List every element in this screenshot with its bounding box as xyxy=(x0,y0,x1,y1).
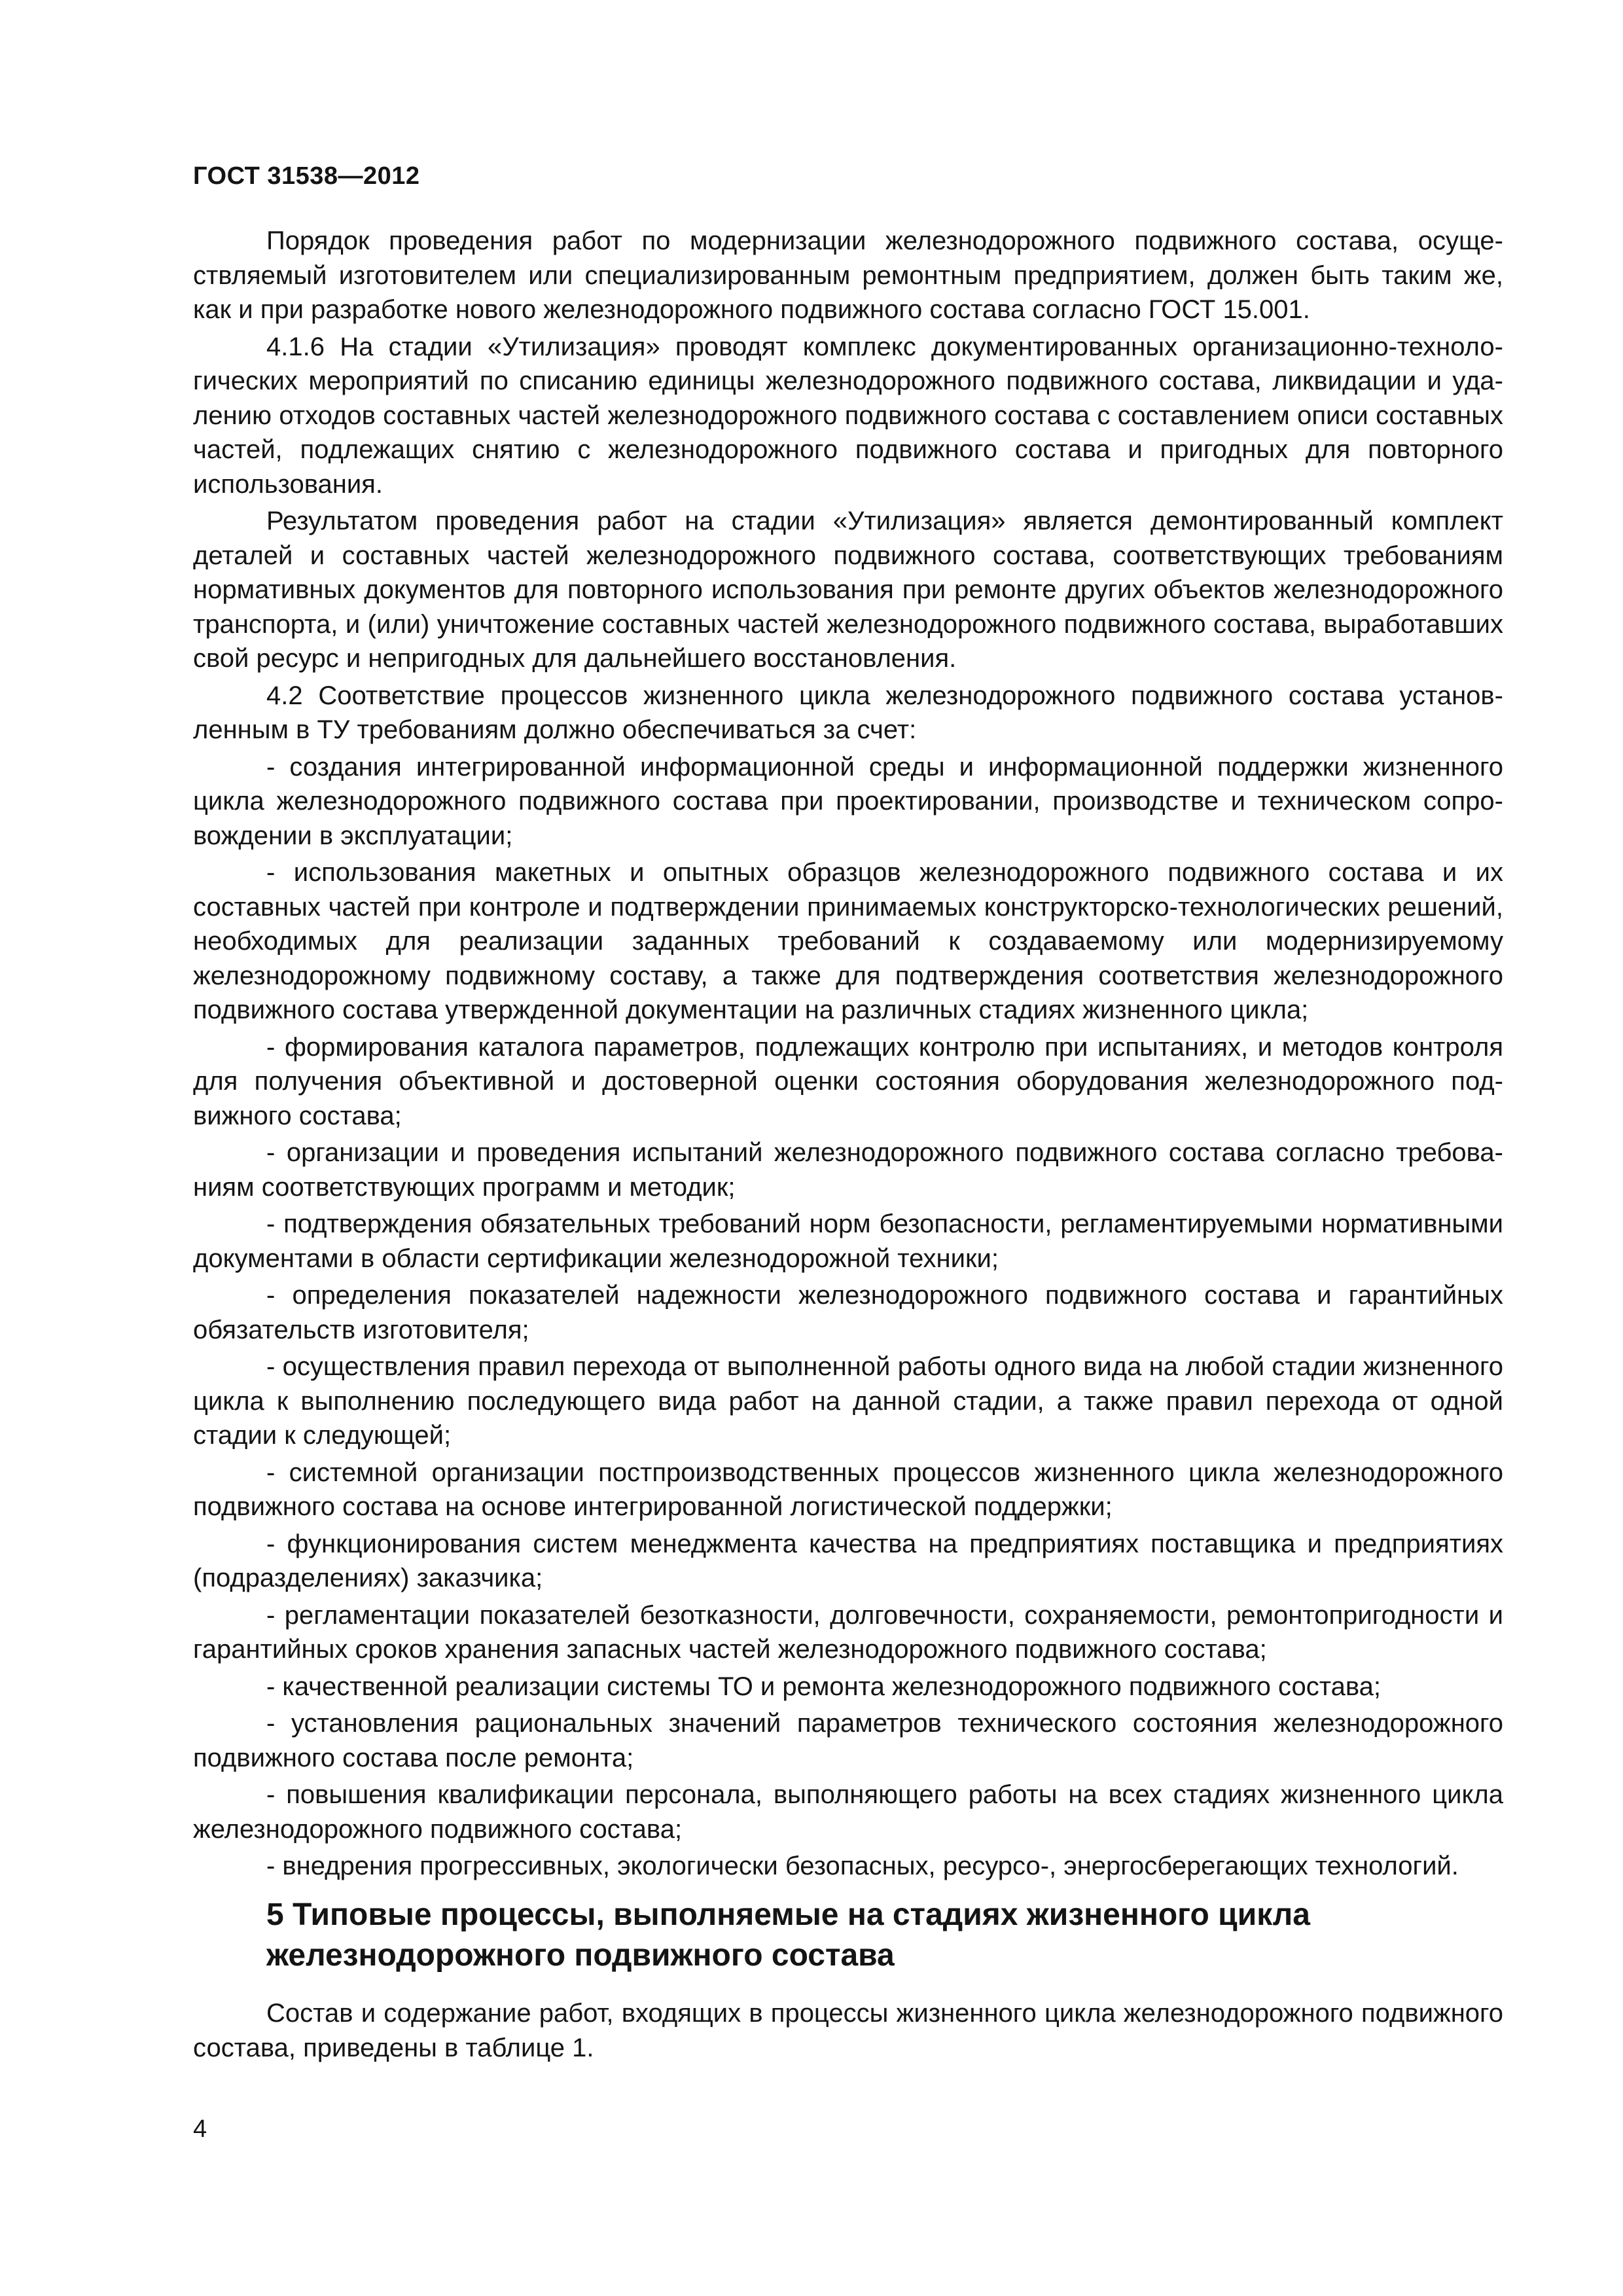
section-5-body xyxy=(193,1996,1503,2065)
section-5-title-line1: 5 Типовые процессы, выполняемые на стадиях жизненного цикла xyxy=(266,1897,1310,1932)
list-item: - использования макетных и опытных образцов железнодорожного подвижного состава и их составных частей при контроле и подтверждении принимаемых конструкторско-технологических решений, необходимых для реализации заданных требований к создаваемому или модернизируемому железнодорожному подвижному составу, а также для подтверждения соответствия железнодорожного подвижного состава утвержденной документации на различных стадиях жизненного цикла; xyxy=(193,858,1503,1024)
section-5-intro: Состав и содержание работ, входящих в процессы жизненного цикла железнодорожного подвижного состава, приведены в таблице 1. xyxy=(193,1999,1503,2062)
list-item: - подтверждения обязательных требований норм безопасности, регламентируемыми нормативными документами в области сертификации железнодорожной техники; xyxy=(193,1210,1503,1273)
list-item: - повышения квалификации персонала, выполняющего работы на всех стадиях жизненного цикла железнодорожного подвижного состава; xyxy=(193,1780,1503,1844)
paragraph-4-2: 4.2 Соответствие процессов жизненного цикла железнодорожного подвижного состава установленным в ТУ требованиям должно обеспечиваться за счет: xyxy=(193,681,1503,744)
list-item: - функционирования систем менеджмента качества на предприятиях поставщика и предприятиях (подразделениях) заказчика; xyxy=(193,1529,1503,1592)
list-item: - осуществления правил перехода от выполненной работы одного вида на любой стадии жизненного цикла к выполнению последующего вида работ на данной стадии, а также правил перехода от одной стадии к следующей; xyxy=(193,1352,1503,1450)
list-item: - качественной реализации системы ТО и ремонта железнодорожного подвижного состава; xyxy=(266,1672,1382,1701)
list-item: - регламентации показателей безотказности, долговечности, сохраняемости, ремонтопригодности и гарантийных сроков хранения запасных частей железнодорожного подвижного состава; xyxy=(193,1600,1503,1664)
list-item: - установления рациональных значений параметров технического состояния железнодорожного подвижного состава после ремонта; xyxy=(193,1709,1503,1772)
section-5-title-line2: железнодорожного подвижного состава xyxy=(266,1938,895,1973)
list-item: - системной организации постпроизводственных процессов жизненного цикла железнодорожного подвижного состава на основе интегрированной логистической поддержки; xyxy=(193,1458,1503,1521)
paragraph-utilization-result: Результатом проведения работ на стадии «Утилизация» является демонтированный комплект деталей и составных частей железнодорожного подвижного состава, соответствующих требованиям нормативных документов для повторного использования при ремонте других объектов железнодорожного транспорта, и (или) уничтожение составных частей железнодорожного подвижного состава, выработавших свой ресурс и непригодных для дальнейшего восстановления. xyxy=(193,507,1503,673)
section-5-title xyxy=(266,1895,1497,1976)
document-body xyxy=(193,224,1503,1886)
list-item: - внедрения прогрессивных, экологически безопасных, ресурсо-, энергосберегающих технологий. xyxy=(266,1852,1459,1880)
list-item: - формирования каталога параметров, подлежащих контролю при испытаниях, и методов контроля для получения объективной и достоверной оценки состояния оборудования железнодорожного подвижного состава; xyxy=(193,1032,1503,1130)
list-item: - определения показателей надежности железнодорожного подвижного состава и гарантийных обязательств изготовителя; xyxy=(193,1281,1503,1344)
page-number: 4 xyxy=(193,2115,207,2143)
document-header: ГОСТ 31538—2012 xyxy=(193,162,420,190)
paragraph-4-1-6: 4.1.6 На стадии «Утилизация» проводят комплекс документированных организационно-технологических мероприятий по списанию единицы железнодорожного подвижного состава, ликвидации и удалению отходов составных частей железнодорожного подвижного состава с составлением описи составных частей, подлежащих снятию с железнодорожного подвижного состава и пригодных для повторного использования. xyxy=(193,332,1503,499)
list-item: - организации и проведения испытаний железнодорожного подвижного состава согласно требованиям соответствующих программ и методик; xyxy=(193,1138,1503,1202)
paragraph-modernization: Порядок проведения работ по модернизации железнодорожного подвижного состава, осуществляемый изготовителем или специализированным ремонтным предприятием, должен быть таким же, как и при разработке нового железнодорожного подвижного состава согласно ГОСТ 15.001. xyxy=(193,226,1503,324)
list-item: - создания интегрированной информационной среды и информационной поддержки жизненного цикла железнодорожного подвижного состава при проектировании, производстве и техническом сопровождении в эксплуатации; xyxy=(193,752,1503,850)
